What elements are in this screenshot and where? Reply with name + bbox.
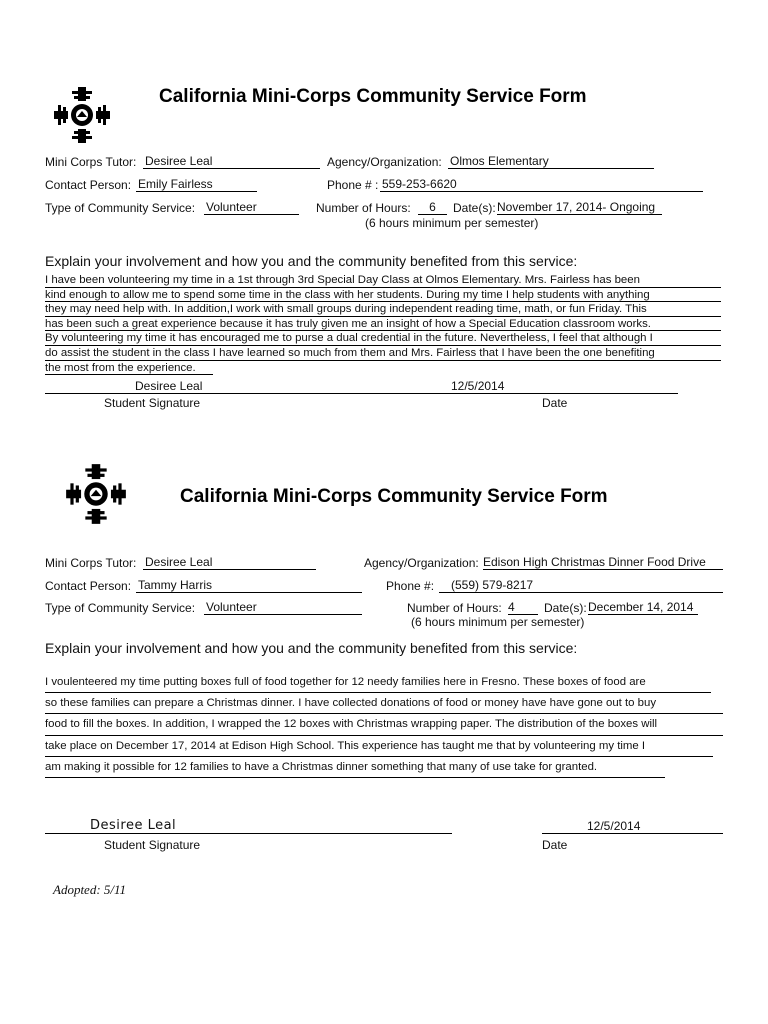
form-1-explanation-line: the most from the experience.: [45, 361, 213, 376]
form-2-signature-label: Student Signature: [104, 838, 201, 852]
form-1-explanation-line: By volunteering my time it has encouraged me to purse a dual credential in the future. Nevertheless, I feel that although I: [45, 331, 721, 346]
form-2-minimum-note: (6 hours minimum per semester): [411, 615, 585, 629]
form-2-tutor-label: Mini Corps Tutor:: [45, 556, 137, 570]
form-1-phone-label: Phone # :: [327, 178, 379, 192]
form-2-agency-label: Agency/Organization:: [364, 556, 479, 570]
form-1-contact-value: Emily Fairless: [138, 177, 213, 191]
form-2-dates-value: December 14, 2014: [588, 600, 694, 614]
form-1-hours-label: Number of Hours:: [316, 201, 411, 215]
form-2-contact-value: Tammy Harris: [138, 578, 212, 592]
form-1-tutor-label: Mini Corps Tutor:: [45, 155, 137, 169]
form-2-explanation-line: food to fill the boxes. In addition, I wrapped the 12 boxes with Christmas wrapping paper. The distribution of the boxes will: [45, 714, 723, 735]
form-2-signature-value: Desiree Leal: [90, 818, 177, 833]
form-1-phone-field[interactable]: [380, 178, 703, 192]
form-1-service-value: Volunteer: [206, 200, 257, 214]
form-2-dates-label: Date(s):: [544, 601, 587, 615]
form-1-agency-label: Agency/Organization:: [327, 155, 442, 169]
form-2-date-line[interactable]: [542, 820, 723, 834]
form-2-explanation-line: so these families can prepare a Christmas dinner. I have collected donations of food or money have have gone out to buy: [45, 693, 723, 714]
form-2-explanation-text[interactable]: [45, 672, 723, 778]
form-1-phone-value: 559-253-6620: [382, 177, 457, 191]
form-1-hours-value: 6: [429, 200, 436, 214]
form-2-date-value: 12/5/2014: [587, 819, 641, 833]
form-1-hours-field[interactable]: [418, 201, 447, 215]
form-2-tutor-value: Desiree Leal: [145, 555, 213, 569]
form-2-tutor-field[interactable]: [143, 556, 316, 570]
form-1-explanation-text[interactable]: [45, 273, 721, 375]
form-2-agency-field[interactable]: [483, 556, 723, 570]
form-1-explanation-line: I have been volunteering my time in a 1st through 3rd Special Day Class at Olmos Elementary. Mrs. Fairless has been: [45, 273, 721, 288]
form-2-service-label: Type of Community Service:: [45, 601, 196, 615]
form-2-contact-field[interactable]: [136, 579, 362, 593]
form-2-service-field[interactable]: [204, 601, 362, 615]
form-1-agency-value: Olmos Elementary: [450, 154, 549, 168]
form-1-signature-value: Desiree Leal: [135, 379, 203, 393]
form-1-explanation-line: has been such a great experience because it has truly given me an insight of how a Special Education classroom works.: [45, 317, 721, 332]
form-1-title: California Mini-Corps Community Service Form: [159, 86, 587, 107]
adopted-date-note: Adopted: 5/11: [53, 882, 127, 897]
form-2-explanation-line: I voulenteered my time putting boxes full of food together for 12 needy families here in Fresno. These boxes of food are: [45, 672, 711, 693]
form-1-service-field[interactable]: [204, 201, 299, 215]
form-1-minimum-note: (6 hours minimum per semester): [365, 216, 539, 230]
form-1-dates-label: Date(s):: [453, 201, 496, 215]
form-2-explain-heading: Explain your involvement and how you and the community benefited from this service:: [45, 640, 578, 656]
form-2-contact-label: Contact Person:: [45, 579, 132, 593]
form-1-explanation-line: kind enough to allow me to spend some time in the class with her students. During my time I help students with anything: [45, 288, 721, 303]
form-1-date-label: Date: [542, 396, 568, 410]
form-2-signature-line[interactable]: [45, 820, 452, 834]
form-2-date-label: Date: [542, 838, 568, 852]
form-2-phone-field[interactable]: [439, 579, 723, 593]
form-1-explain-heading: Explain your involvement and how you and the community benefited from this service:: [45, 253, 578, 269]
form-1-explanation-line: they may need help with. In addition,I work with small groups during independent reading time, math, or fun Friday. This: [45, 302, 721, 317]
form-1-contact-label: Contact Person:: [45, 178, 132, 192]
form-1-dates-field[interactable]: [497, 201, 662, 215]
form-2-service-value: Volunteer: [206, 600, 257, 614]
form-2-hours-value: 4: [508, 600, 515, 614]
mini-corps-logo: [52, 85, 112, 145]
form-1-explanation-line: do assist the student in the class I have learned so much from them and Mrs. Fairless that I have been the one benefiting: [45, 346, 721, 361]
form-2-explanation-line: am making it possible for 12 families to have a Christmas dinner something that many of use take for granted.: [45, 757, 665, 778]
form-1-tutor-value: Desiree Leal: [145, 154, 213, 168]
mini-corps-logo: [64, 462, 128, 526]
form-1-date-value: 12/5/2014: [451, 379, 505, 393]
form-2-hours-field[interactable]: [508, 601, 538, 615]
form-2-agency-value: Edison High Christmas Dinner Food Drive: [483, 555, 706, 569]
form-2-title: California Mini-Corps Community Service Form: [180, 486, 608, 507]
form-2-explanation-line: take place on December 17, 2014 at Edison High School. This experience has taught me that by volunteering my time I: [45, 736, 713, 757]
form-1-signature-label: Student Signature: [104, 396, 201, 410]
form-1-tutor-field[interactable]: [143, 155, 320, 169]
form-1-contact-field[interactable]: [136, 178, 257, 192]
form-2-phone-value: (559) 579-8217: [451, 578, 534, 592]
form-1-agency-field[interactable]: [448, 155, 654, 169]
form-2-dates-field[interactable]: [588, 601, 698, 615]
form-1-signature-date-line[interactable]: [45, 380, 678, 394]
form-1-service-label: Type of Community Service:: [45, 201, 196, 215]
form-2-phone-label: Phone #:: [386, 579, 435, 593]
form-1-dates-value: November 17, 2014- Ongoing: [497, 200, 656, 214]
form-2-hours-label: Number of Hours:: [407, 601, 502, 615]
